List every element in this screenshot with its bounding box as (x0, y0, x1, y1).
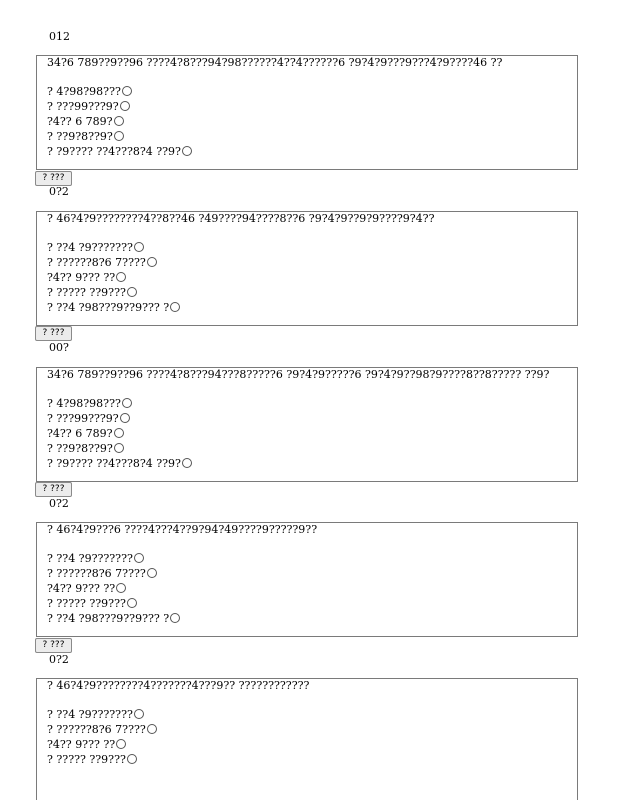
question-text: 34?6 789??9??96 ????4?8???94?98??????4??4??????6 ?9?4?9???9???4?9????46 ?? (47, 56, 503, 69)
question-number: 00? (49, 341, 69, 354)
radio-button[interactable] (147, 257, 157, 267)
option-row[interactable] (47, 708, 144, 722)
radio-button[interactable] (122, 86, 132, 96)
radio-button[interactable] (134, 242, 144, 252)
option-row[interactable] (47, 241, 144, 255)
radio-button[interactable] (116, 583, 126, 593)
option-label: ?4?? 6 789? (47, 115, 113, 128)
option-row[interactable] (47, 442, 124, 456)
option-label: ? ?9???? ??4???8?4 ??9? (47, 145, 181, 158)
option-row[interactable] (47, 301, 180, 315)
option-row[interactable] (47, 597, 137, 611)
radio-button[interactable] (122, 398, 132, 408)
option-row[interactable] (47, 427, 124, 441)
option-label: ? ??4 ?98???9??9??? ? (47, 612, 170, 625)
option-label: ? 4?98?98??? (47, 85, 121, 98)
radio-button[interactable] (116, 272, 126, 282)
radio-button[interactable] (182, 458, 192, 468)
option-row[interactable] (47, 612, 180, 626)
question-text: 34?6 789??9??96 ????4?8???94???8?????6 ?9?4?9?????6 ?9?4?9??98?9????8??8????? ??9? (47, 368, 550, 381)
option-row[interactable] (47, 738, 126, 752)
radio-button[interactable] (134, 709, 144, 719)
option-label: ? ??4 ?9??????? (47, 708, 133, 721)
option-row[interactable] (47, 753, 137, 767)
radio-button[interactable] (114, 428, 124, 438)
submit-button[interactable]: ? ??? (35, 171, 72, 186)
radio-button[interactable] (127, 287, 137, 297)
option-label: ? ?9???? ??4???8?4 ??9? (47, 457, 181, 470)
option-label: ? 4?98?98??? (47, 397, 121, 410)
radio-button[interactable] (147, 724, 157, 734)
radio-button[interactable] (120, 101, 130, 111)
radio-button[interactable] (170, 613, 180, 623)
question-box (36, 522, 578, 637)
radio-button[interactable] (114, 131, 124, 141)
option-row[interactable] (47, 145, 192, 159)
option-label: ? ??9?8??9? (47, 442, 113, 455)
submit-button[interactable]: ? ??? (35, 638, 72, 653)
option-label: ?4?? 9??? ?? (47, 738, 116, 751)
option-row[interactable] (47, 412, 130, 426)
question-box (36, 367, 578, 482)
option-label: ? ??4 ?98???9??9??? ? (47, 301, 170, 314)
radio-button[interactable] (114, 116, 124, 126)
option-label: ? ??????8?6 7???? (47, 256, 146, 269)
option-label: ? ??????8?6 7???? (47, 723, 146, 736)
option-label: ?4?? 9??? ?? (47, 271, 116, 284)
option-row[interactable] (47, 256, 157, 270)
submit-button[interactable]: ? ??? (35, 326, 72, 341)
question-text: ? 46?4?9????????4???????4???9?? ???????????? (47, 679, 310, 692)
option-row[interactable] (47, 457, 192, 471)
option-label: ? ??4 ?9??????? (47, 552, 133, 565)
option-label: ? ????? ??9??? (47, 753, 126, 766)
radio-button[interactable] (127, 754, 137, 764)
option-label: ? ??9?8??9? (47, 130, 113, 143)
option-row[interactable] (47, 397, 132, 411)
option-row[interactable] (47, 552, 144, 566)
radio-button[interactable] (147, 568, 157, 578)
option-row[interactable] (47, 286, 137, 300)
option-row[interactable] (47, 115, 124, 129)
option-label: ? ????? ??9??? (47, 597, 126, 610)
option-label: ?4?? 6 789? (47, 427, 113, 440)
option-row[interactable] (47, 130, 124, 144)
question-number: 0?2 (49, 497, 69, 510)
radio-button[interactable] (127, 598, 137, 608)
option-row[interactable] (47, 271, 126, 285)
radio-button[interactable] (120, 413, 130, 423)
question-box (36, 55, 578, 170)
question-box (36, 211, 578, 326)
option-row[interactable] (47, 100, 130, 114)
question-box (36, 678, 578, 800)
option-row[interactable] (47, 582, 126, 596)
option-label: ? ??????8?6 7???? (47, 567, 146, 580)
question-number: 0?2 (49, 185, 69, 198)
radio-button[interactable] (182, 146, 192, 156)
option-label: ? ???99???9? (47, 100, 119, 113)
question-text: ? 46?4?9???6 ????4???4??9?94?49????9?????9?? (47, 523, 318, 536)
option-row[interactable] (47, 567, 157, 581)
question-number: 0?2 (49, 653, 69, 666)
submit-button[interactable]: ? ??? (35, 482, 72, 497)
option-row[interactable] (47, 85, 132, 99)
radio-button[interactable] (134, 553, 144, 563)
option-label: ? ???99???9? (47, 412, 119, 425)
radio-button[interactable] (170, 302, 180, 312)
option-row[interactable] (47, 723, 157, 737)
question-text: ? 46?4?9????????4??8??46 ?49????94????8??6 ?9?4?9??9?9????9?4?? (47, 212, 435, 225)
option-label: ? ????? ??9??? (47, 286, 126, 299)
option-label: ?4?? 9??? ?? (47, 582, 116, 595)
question-number: 012 (49, 30, 70, 43)
radio-button[interactable] (114, 443, 124, 453)
radio-button[interactable] (116, 739, 126, 749)
option-label: ? ??4 ?9??????? (47, 241, 133, 254)
